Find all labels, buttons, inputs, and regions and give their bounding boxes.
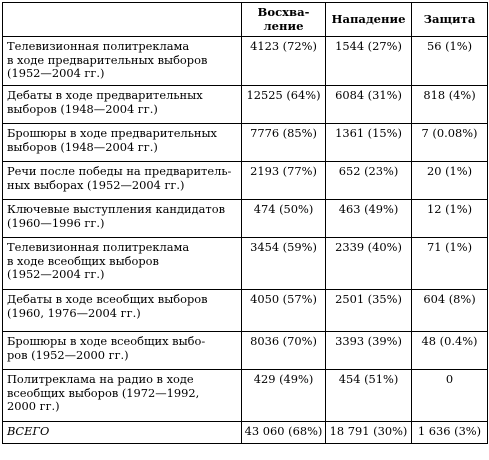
row-label (3, 290, 242, 332)
table-row (3, 290, 488, 332)
acclaim-cell: 429 (49%) (242, 370, 326, 422)
total-acclaim-cell: 43 060 (68%) (242, 422, 326, 444)
defense-cell: 604 (8%) (412, 290, 488, 332)
attack-cell: 3393 (39%) (326, 332, 412, 370)
table-row (3, 332, 488, 370)
row-label-line: Телевизионная политреклама (7, 39, 190, 53)
attack-cell: 1361 (15%) (326, 124, 412, 162)
row-label-line: всеобщих выборов (1972—1992, (7, 385, 200, 400)
attack-cell: 2501 (35%) (326, 290, 412, 332)
row-label-line: ных выборах (1952—2004 гг.) (7, 177, 185, 192)
attack-cell: 652 (23%) (326, 162, 412, 200)
defense-cell: 818 (4%) (412, 86, 488, 124)
row-label-line: Ключевые выступления кандидатов (7, 202, 225, 216)
acclaim-cell: 4050 (57%) (242, 290, 326, 332)
row-label-line: Телевизионная политреклама (7, 240, 190, 254)
attack-cell: 2339 (40%) (326, 238, 412, 290)
row-label (3, 86, 242, 124)
defense-cell: 12 (1%) (412, 200, 488, 238)
row-label-line: ров (1952—2000 гг.) (7, 347, 129, 362)
row-label-line: 2000 гг.) (7, 399, 60, 413)
header-row (3, 3, 488, 37)
row-label-line: (1952—2004 гг.) (7, 66, 105, 80)
defense-cell: 20 (1%) (412, 162, 488, 200)
row-label-line: Дебаты в ходе предварительных (7, 88, 203, 102)
data-table (2, 2, 488, 444)
total-attack-cell: 18 791 (30%) (326, 422, 412, 444)
table-row (3, 370, 488, 422)
defense-cell: 7 (0.08%) (412, 124, 488, 162)
total-label: ВСЕГО (3, 422, 242, 444)
attack-cell: 463 (49%) (326, 200, 412, 238)
total-row (3, 422, 488, 444)
defense-cell: 0 (412, 370, 488, 422)
row-label-line: в ходе предварительных выборов (7, 52, 208, 67)
header-acclaim (242, 3, 326, 37)
row-label-line: Брошюры в ходе всеобщих выбо- (7, 334, 206, 348)
table-row (3, 238, 488, 290)
row-label-line: Брошюры в ходе предварительных (7, 126, 217, 140)
attack-cell: 454 (51%) (326, 370, 412, 422)
table-row (3, 37, 488, 86)
row-label-line: (1960—1996 гг.) (7, 215, 105, 230)
table-row (3, 162, 488, 200)
acclaim-cell: 7776 (85%) (242, 124, 326, 162)
row-label-line: (1952—2004 гг.) (7, 267, 105, 281)
row-label (3, 37, 242, 86)
row-label (3, 370, 242, 422)
total-defense-cell: 1 636 (3%) (412, 422, 488, 444)
row-label-line: Речи после победы на предваритель- (7, 164, 232, 178)
row-label (3, 124, 242, 162)
row-label-line: Дебаты в ходе всеобщих выборов (7, 292, 208, 306)
row-label-line: (1960, 1976—2004 гг.) (7, 305, 141, 320)
row-label-line: Политреклама на радио в ходе (7, 372, 194, 386)
acclaim-cell: 2193 (77%) (242, 162, 326, 200)
acclaim-cell: 3454 (59%) (242, 238, 326, 290)
table-row (3, 200, 488, 238)
header-attack: Нападение (326, 3, 412, 37)
attack-cell: 1544 (27%) (326, 37, 412, 86)
row-label-line: выборов (1948—2004 гг.) (7, 101, 158, 116)
acclaim-cell: 8036 (70%) (242, 332, 326, 370)
header-defense: Защита (412, 3, 488, 37)
table-row (3, 86, 488, 124)
header-acclaim-line: ление (263, 18, 304, 33)
row-label-line: в ходе всеобщих выборов (7, 253, 159, 268)
defense-cell: 48 (0.4%) (412, 332, 488, 370)
acclaim-cell: 12525 (64%) (242, 86, 326, 124)
attack-cell: 6084 (31%) (326, 86, 412, 124)
row-label (3, 238, 242, 290)
acclaim-cell: 474 (50%) (242, 200, 326, 238)
row-label (3, 162, 242, 200)
row-label-line: выборов (1948—2004 гг.) (7, 139, 158, 154)
row-label (3, 200, 242, 238)
table-row (3, 124, 488, 162)
acclaim-cell: 4123 (72%) (242, 37, 326, 86)
header-blank-cell (3, 3, 242, 37)
defense-cell: 56 (1%) (412, 37, 488, 86)
defense-cell: 71 (1%) (412, 238, 488, 290)
row-label (3, 332, 242, 370)
header-acclaim-line: Восхва- (257, 5, 310, 19)
